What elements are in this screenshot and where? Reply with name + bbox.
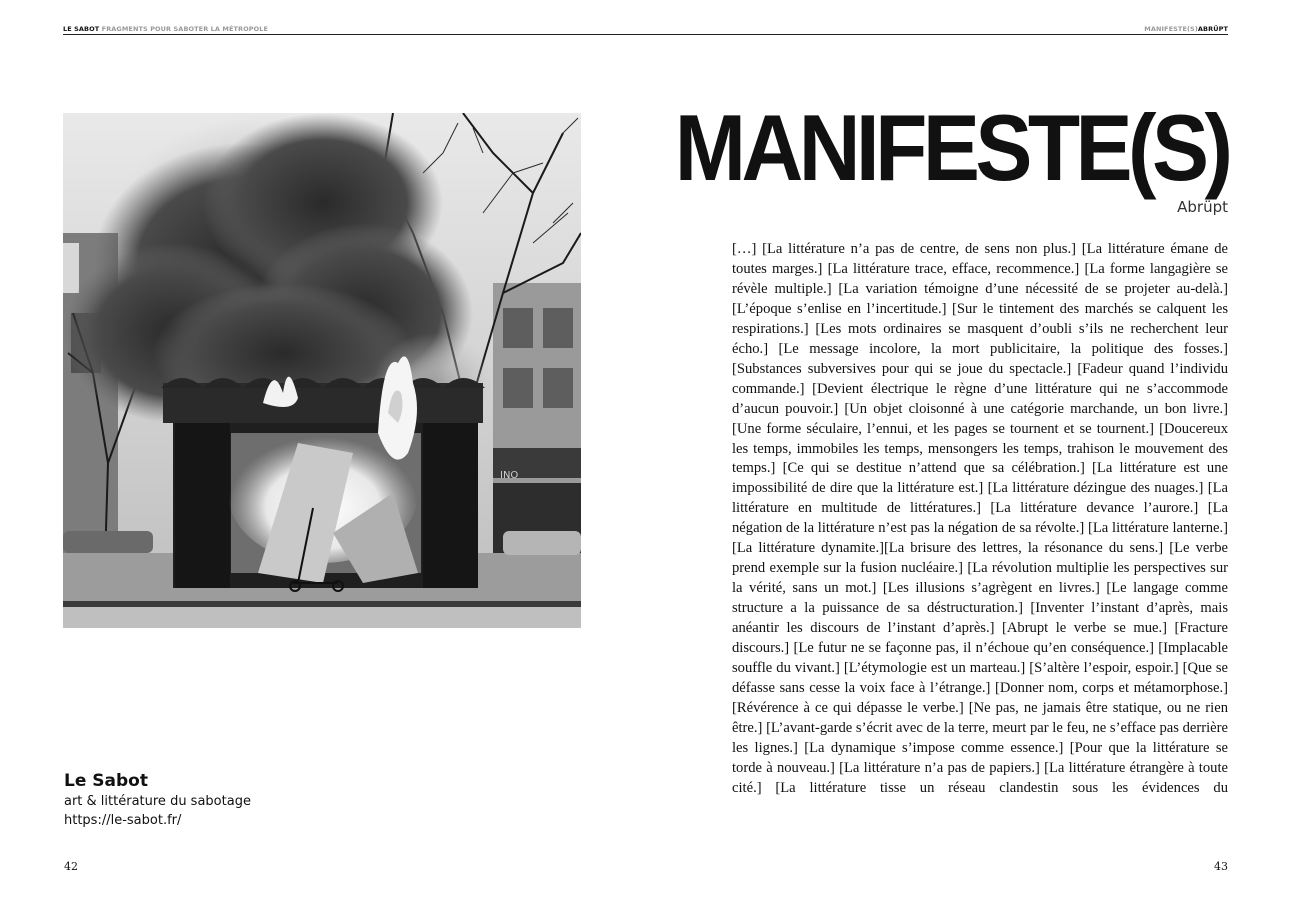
header-section: MANIFESTE(S) xyxy=(1144,25,1198,33)
running-header xyxy=(63,25,1228,35)
burning-kiosk-photo xyxy=(63,113,581,628)
publisher-block xyxy=(64,770,251,830)
page-title: MANIFESTE(S) xyxy=(674,95,1228,200)
header-author: ABRÜPT xyxy=(1197,25,1228,33)
publisher-url-link[interactable]: https://le-sabot.fr/ xyxy=(64,813,182,828)
shop-sign: INO xyxy=(500,470,519,481)
header-publication: LE SABOT xyxy=(63,25,100,33)
page-number-right: 43 xyxy=(1214,860,1228,873)
header-left xyxy=(63,25,268,33)
page-number-left: 42 xyxy=(64,860,78,873)
publisher-tagline: art & littérature du sabotage xyxy=(64,794,251,809)
header-right xyxy=(1144,25,1228,33)
header-subtitle: FRAGMENTS POUR SABOTER LA MÉTROPOLE xyxy=(101,25,269,33)
author-name: Abrüpt xyxy=(1177,198,1228,216)
manifesto-body-text: […] [La littérature n’a pas de centre, de sens non plus.] [La littérature émane de toutes marges.] [La littérature trace, efface, recommence.] [La forme langagière se révèle multiple.] [La variation témoigne d’une nécessité de se projeter au-delà.][L’époque s’enlise en l’incertitude.] [Sur le tintement des marchés se calquent les respirations.] [Les mots ordinaires se masquent d’oubli s’ils ne recherchent leur écho.] [Le message incolore, la mort publicitaire, la politique des fosses.] [Substances subversives pour qui se joue du spectacle.] [Fadeur quand l’individu commande.] [Devient électrique le règne d’une littérature qui ne s’accommode d’aucun pouvoir.] [Un objet cloisonné à une catégorie marchande, un bon livre.] [Une forme séculaire, l’ennui, et les pages se tournent et se tournent.] [Doucereux les temps, immobiles les temps, mensongers les temps, trahison le mouvement des temps.] [Ce qui se destitue n’attend que sa célébration.] [La littérature est une impossibilité de dire que la littérature est.] [La littérature dézingue des nuages.] [La littérature en multitude de littératures.] [La littérature devance l’aurore.] [La négation de la littérature n’est pas la négation de sa révolte.] [La littérature lanterne.] [La littérature dynamite.][La brisure des lettres, la résonance du sens.] [Le verbe prend exemple sur la fusion nucléaire.] [La révolution multiplie les perspectives sur la vérité, sans un mot.] [Les illusions s’agrègent en livres.] [Le langage comme structure a la puissance de sa déstructuration.] [Inventer l’instant d’après, mais anéantir les discours de l’instant d’après.] [Abrupt le verbe se mue.] [Fracture discours.] [Le futur ne se façonne pas, il n’échoue qu’en conséquence.] [Implacable souffle du vivant.] [L’étymologie est un marteau.] [S’altère l’espoir, espoir.] [Que se défasse sans cesse la voix face à l’étrange.] [Donner nom, corps et métamorphose.] [Révérence à ce qui dépasse le verbe.] [Ne pas, ne jamais être statique, ou ne rien être.] [L’avant-garde s’écrit avec de la terre, meurt par le feu, ne s’efface pas derrière les lignes.] [La dynamique s’impose comme essence.] [Pour que la littérature se torde à nouveau.] [La littérature n’a pas de papiers.] [La littérature étrangère à toute cité.] [La littérature tisse un réseau clandestin sous les évidences du xyxy=(732,241,1228,796)
photo-illustration xyxy=(63,113,581,628)
publisher-name: Le Sabot xyxy=(64,771,148,791)
